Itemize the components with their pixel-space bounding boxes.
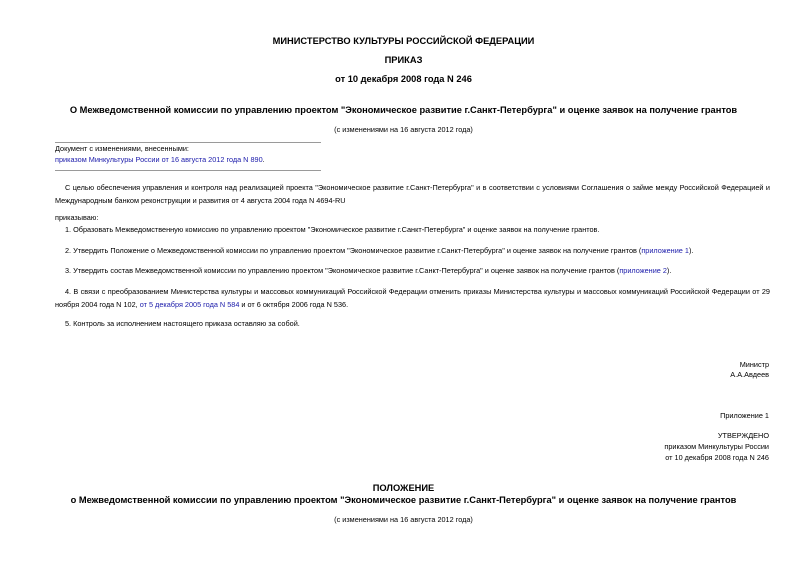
item-4-end: и от 6 октября 2006 года N 536. xyxy=(239,299,349,309)
appendix-by-order: приказом Минкультуры России xyxy=(664,442,769,451)
regulation-title: ПОЛОЖЕНИЕ xyxy=(372,483,435,493)
order-item-2 xyxy=(55,245,770,258)
order-584-link[interactable]: от 5 декабря 2005 года N 584 xyxy=(139,299,240,309)
appendix-label: Приложение 1 xyxy=(720,411,769,420)
item-2-end: ). xyxy=(688,246,694,255)
order-item-5: 5. Контроль за исполнением настоящего приказа оставляю за собой. xyxy=(65,319,300,328)
amendment-link-suffix: . xyxy=(262,155,265,164)
item-3-end: ). xyxy=(666,266,672,275)
document-title: О Межведомственной комиссии по управлению проектом "Экономическое развитие г.Санкт-Петербурга" и оценке заявок на получение грантов xyxy=(69,105,738,115)
intro-paragraph: С целью обеспечения управления и контроля над реализацией проекта "Экономическое развитие г.Санкт-Петербурга" и в соответствии с условиями Соглашения о займе между Российской Федерацией и Международным банком реконструкции и развития от 4 августа 2004 года N 4694-RU xyxy=(55,183,770,205)
signature-name: А.А.Авдеев xyxy=(730,370,769,379)
signature-position: Министр xyxy=(739,360,769,369)
appendix-approved: УТВЕРЖДЕНО xyxy=(717,431,769,440)
amendment-box-bottom-rule xyxy=(55,170,321,171)
order-item-3 xyxy=(55,265,770,278)
appendix-2-link[interactable]: приложение 2 xyxy=(619,266,667,275)
amendment-note: (с изменениями на 16 августа 2012 года) xyxy=(334,125,473,134)
order-item-4 xyxy=(55,286,770,311)
regulation-subtitle: о Межведомственной комиссии по управлению проектом "Экономическое развитие г.Санкт-Петербурга" и оценке заявок на получение грантов xyxy=(70,495,737,505)
order-word: приказываю: xyxy=(55,213,99,222)
amendment-order-link[interactable]: приказом Минкультуры России от 16 августа 2012 года N 890 xyxy=(55,155,263,164)
ministry-heading: МИНИСТЕРСТВО КУЛЬТУРЫ РОССИЙСКОЙ ФЕДЕРАЦИИ xyxy=(272,36,535,46)
doc-type-heading: ПРИКАЗ xyxy=(384,55,423,65)
item-3-text: 3. Утвердить состав Межведомственной комиссии по управлению проектом "Экономическое развитие г.Санкт-Петербурга" и оценке заявок на получение грантов ( xyxy=(65,266,620,275)
appendix-1-link[interactable]: приложение 1 xyxy=(641,246,689,255)
order-date-number: от 10 декабря 2008 года N 246 xyxy=(335,74,472,84)
order-item-1: 1. Образовать Межведомственную комиссию по управлению проектом "Экономическое развитие г.Санкт-Петербурга" и оценке заявок на получение грантов. xyxy=(65,225,600,234)
amendment-box-caption: Документ с изменениями, внесенными: xyxy=(55,144,189,153)
regulation-amendment-note: (с изменениями на 16 августа 2012 года) xyxy=(334,515,473,524)
appendix-date-number: от 10 декабря 2008 года N 246 xyxy=(665,453,769,462)
item-2-text: 2. Утвердить Положение о Межведомственной комиссии по управлению проектом "Экономическое развитие г.Санкт-Петербурга" и оценке заявок на получение грантов ( xyxy=(65,246,642,255)
item-4-text: 4. В связи с преобразованием Министерства культуры и массовых коммуникаций Российской Федерации отменить приказы Министерства культуры и массовых коммуникаций Российской Федерации от 29 ноября 2004 года N 102, xyxy=(55,287,770,309)
amendment-box-line xyxy=(55,154,265,166)
